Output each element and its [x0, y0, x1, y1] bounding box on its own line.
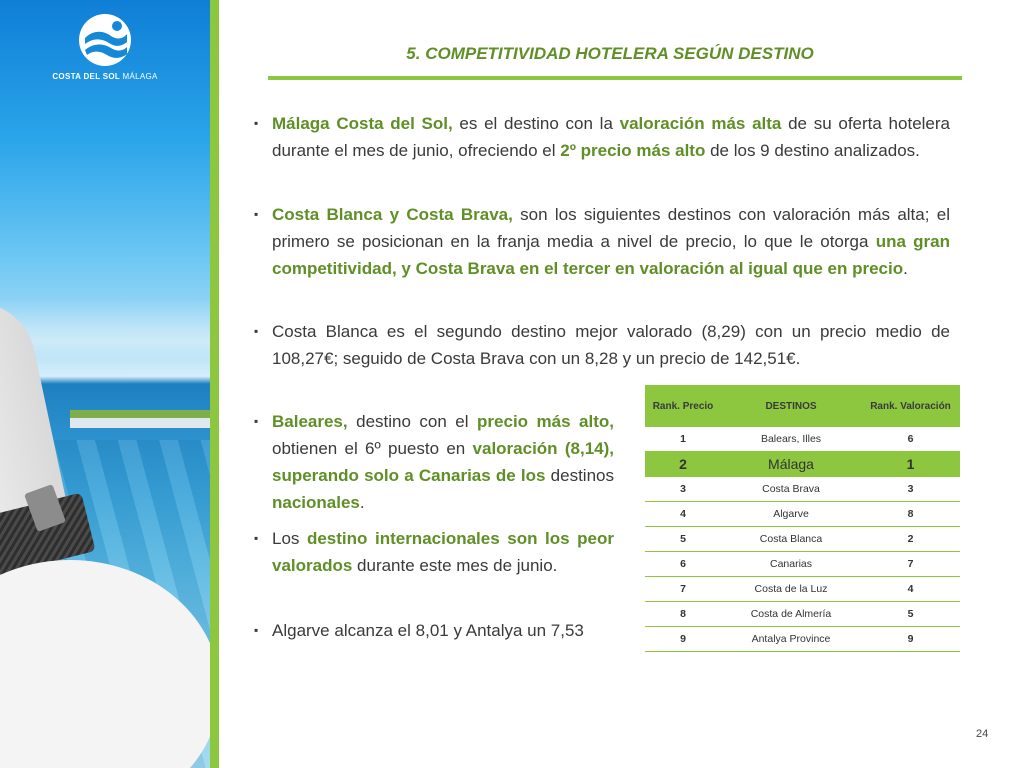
body-text: de los 9 destino analizados.	[705, 141, 920, 160]
highlight-text: una gran competitividad, y Costa Brava en el tercer en valoración al igual que en precio	[272, 232, 950, 278]
cell-rank-valoracion: 1	[861, 452, 960, 477]
pool-edge	[70, 418, 210, 428]
cell-destino: Antalya Province	[721, 627, 861, 652]
body-text: es el destino con la	[452, 114, 620, 133]
table-row	[645, 452, 960, 477]
cell-destino: Costa Blanca	[721, 527, 861, 552]
body-text: .	[359, 493, 365, 512]
cell-rank-precio: 6	[645, 552, 721, 577]
cell-destino: Canarias	[721, 552, 861, 577]
cell-rank-valoracion: 5	[861, 602, 960, 627]
square-bullet-icon: ▪	[254, 324, 259, 338]
header-rank-precio: Rank. Precio	[645, 385, 721, 427]
header-destinos: DESTINOS	[721, 385, 861, 427]
cell-destino: Costa Brava	[721, 477, 861, 502]
body-text: durante este mes de junio.	[352, 556, 558, 575]
table-header-row	[645, 385, 960, 427]
highlight-text: valoración más alta	[619, 114, 782, 133]
highlight-text: destino internacionales son los peor valorados	[272, 529, 614, 575]
bullet-algarve-antalya	[254, 617, 614, 644]
highlight-text: precio más alto,	[477, 412, 614, 431]
cell-rank-valoracion: 3	[861, 477, 960, 502]
body-text: Los	[272, 529, 307, 548]
square-bullet-icon: ▪	[254, 531, 259, 545]
highlight-text: nacionales	[272, 493, 360, 512]
cell-destino: Costa de la Luz	[721, 577, 861, 602]
page-title: 5. COMPETITIVIDAD HOTELERA SEGÚN DESTINO	[406, 44, 814, 63]
bullet-text	[272, 525, 614, 579]
bullet-text	[272, 318, 950, 372]
ranking-table	[645, 385, 960, 652]
body-text: destino con el	[347, 412, 478, 431]
table-row	[645, 502, 960, 527]
body-text: Costa Blanca es el segundo destino mejor valorado (8,29) con un precio medio de 108,27€; seguido de Costa Brava con un 8,28 y un precio de 142,51€.	[272, 322, 950, 368]
page-number: 24	[976, 728, 989, 740]
cell-destino: Málaga	[721, 452, 861, 477]
cell-destino: Balears, Illes	[721, 427, 861, 452]
bullet-internacionales	[254, 525, 614, 579]
cell-destino: Algarve	[721, 502, 861, 527]
poolside-grass	[70, 410, 210, 418]
cell-rank-valoracion: 6	[861, 427, 960, 452]
wave-logo-icon	[77, 12, 133, 68]
brand-name: COSTA DEL SOL MÁLAGA	[52, 72, 158, 81]
table-row	[645, 427, 960, 452]
highlight-text: Costa Blanca y Costa Brava,	[272, 205, 513, 224]
cell-rank-valoracion: 9	[861, 627, 960, 652]
bullet-baleares	[254, 408, 614, 516]
cell-destino: Costa de Almería	[721, 602, 861, 627]
body-text: destinos	[545, 466, 614, 485]
cell-rank-precio: 9	[645, 627, 721, 652]
cell-rank-precio: 1	[645, 427, 721, 452]
cell-rank-precio: 5	[645, 527, 721, 552]
square-bullet-icon: ▪	[254, 623, 259, 637]
cell-rank-precio: 3	[645, 477, 721, 502]
body-text: Algarve alcanza el 8,01 y Antalya un 7,53	[272, 621, 584, 640]
highlight-text: Baleares,	[272, 412, 348, 431]
cell-rank-valoracion: 2	[861, 527, 960, 552]
body-text: son los siguientes destinos con valoración más alta; el primero se posicionan en la franja media a nivel de precio, lo que le otorga	[272, 205, 950, 251]
bullet-costa-blanca-brava	[254, 201, 950, 282]
cell-rank-precio: 2	[645, 452, 721, 477]
bullet-text	[272, 408, 614, 516]
brand-logo	[40, 12, 170, 81]
background-photo	[0, 0, 210, 768]
cell-rank-precio: 8	[645, 602, 721, 627]
cell-rank-valoracion: 8	[861, 502, 960, 527]
bullet-malaga	[254, 110, 950, 164]
body-text: .	[903, 259, 908, 278]
table-row	[645, 627, 960, 652]
table-row	[645, 577, 960, 602]
bullet-text	[272, 201, 950, 282]
header-rank-valoracion: Rank. Valoración	[861, 385, 960, 427]
square-bullet-icon: ▪	[254, 116, 259, 130]
highlight-text: 2º precio más alto	[560, 141, 706, 160]
highlight-text: Málaga Costa del Sol,	[272, 114, 453, 133]
body-text: obtienen el 6º puesto en	[272, 439, 473, 458]
square-bullet-icon: ▪	[254, 207, 259, 221]
accent-stripe	[210, 0, 219, 768]
body-text: de su oferta hotelera durante el mes de junio, ofreciendo el	[272, 114, 950, 160]
table-row	[645, 552, 960, 577]
cell-rank-valoracion: 7	[861, 552, 960, 577]
bullet-text	[272, 110, 950, 164]
cell-rank-precio: 4	[645, 502, 721, 527]
bullet-costa-blanca-price	[254, 318, 950, 372]
square-bullet-icon: ▪	[254, 414, 259, 428]
table-body	[645, 427, 960, 652]
table-row	[645, 602, 960, 627]
cell-rank-valoracion: 4	[861, 577, 960, 602]
table-row	[645, 527, 960, 552]
table-row	[645, 477, 960, 502]
highlight-text: valoración (8,14), superando solo a Canarias de los	[272, 439, 614, 485]
cell-rank-precio: 7	[645, 577, 721, 602]
bullet-text	[272, 617, 614, 644]
title-underline	[268, 76, 962, 80]
